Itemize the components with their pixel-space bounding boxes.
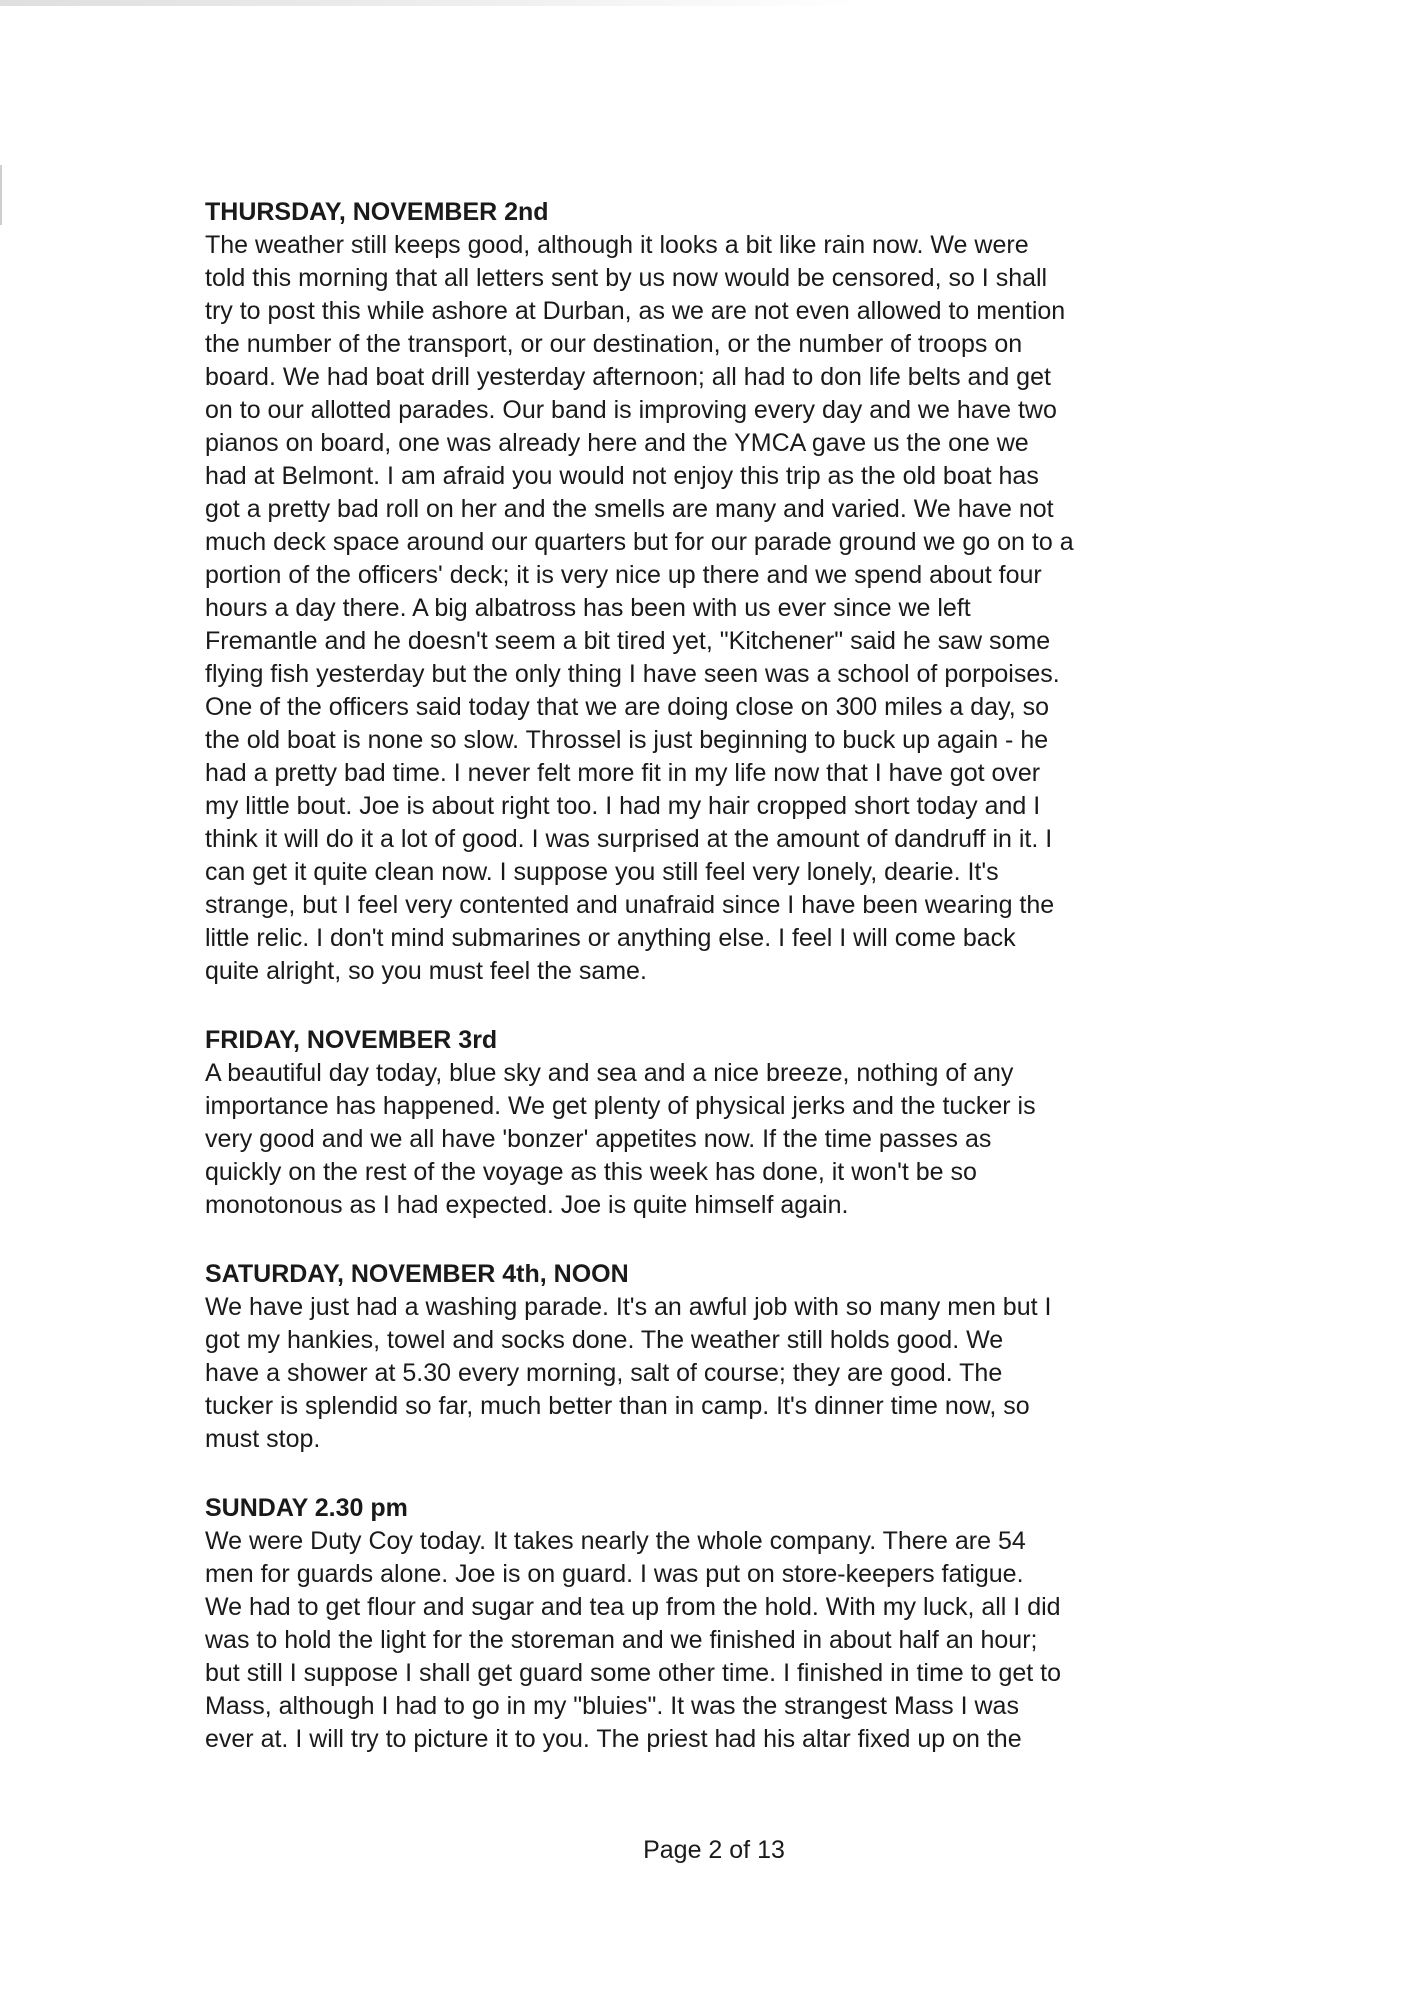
- text-line: quickly on the rest of the voyage as this week has done, it won't be so: [205, 1158, 977, 1186]
- entry-text: [205, 1291, 1245, 1456]
- text-line: was to hold the light for the storeman and we finished in about half an hour;: [205, 1626, 1038, 1654]
- text-line: hours a day there. A big albatross has been with us ever since we left: [205, 594, 971, 622]
- page-number: Page 2 of 13: [643, 1836, 785, 1864]
- diary-entry-thursday: [205, 196, 1245, 988]
- text-line: importance has happened. We get plenty of physical jerks and the tucker is: [205, 1092, 1036, 1120]
- text-line: my little bout. Joe is about right too. I had my hair cropped short today and I: [205, 792, 1041, 820]
- text-line: got my hankies, towel and socks done. The weather still holds good. We: [205, 1326, 1004, 1354]
- text-line: The weather still keeps good, although it looks a bit like rain now. We were: [205, 231, 1029, 259]
- text-line: We had to get flour and sugar and tea up from the hold. With my luck, all I did: [205, 1593, 1061, 1621]
- text-line: pianos on board, one was already here and the YMCA gave us the one we: [205, 429, 1029, 457]
- text-line: the old boat is none so slow. Throssel is just beginning to buck up again - he: [205, 726, 1049, 754]
- text-line: tucker is splendid so far, much better than in camp. It's dinner time now, so: [205, 1392, 1030, 1420]
- letter-body: [205, 196, 1245, 1792]
- text-line: got a pretty bad roll on her and the smells are many and varied. We have not: [205, 495, 1054, 523]
- text-line: must stop.: [205, 1425, 321, 1453]
- text-line: Fremantle and he doesn't seem a bit tired yet, "Kitchener" said he saw some: [205, 627, 1051, 655]
- text-line: the number of the transport, or our destination, or the number of troops on: [205, 330, 1023, 358]
- entry-heading: SUNDAY 2.30 pm: [205, 1494, 408, 1522]
- text-line: strange, but I feel very contented and unafraid since I have been wearing the: [205, 891, 1055, 919]
- text-line: have a shower at 5.30 every morning, salt of course; they are good. The: [205, 1359, 1003, 1387]
- text-line: very good and we all have 'bonzer' appetites now. If the time passes as: [205, 1125, 992, 1153]
- text-line: Mass, although I had to go in my "bluies". It was the strangest Mass I was: [205, 1692, 1019, 1720]
- entry-heading: SATURDAY, NOVEMBER 4th, NOON: [205, 1260, 629, 1288]
- text-line: told this morning that all letters sent by us now would be censored, so I shall: [205, 264, 1048, 292]
- text-line: try to post this while ashore at Durban, as we are not even allowed to mention: [205, 297, 1066, 325]
- diary-entry-sunday: [205, 1492, 1245, 1756]
- text-line: think it will do it a lot of good. I was surprised at the amount of dandruff in it. I: [205, 825, 1053, 853]
- text-line: portion of the officers' deck; it is very nice up there and we spend about four: [205, 561, 1042, 589]
- text-line: ever at. I will try to picture it to you. The priest had his altar fixed up on the: [205, 1725, 1022, 1753]
- text-line: quite alright, so you must feel the same.: [205, 957, 647, 985]
- text-line: board. We had boat drill yesterday afternoon; all had to don life belts and get: [205, 363, 1051, 391]
- entry-text: [205, 1057, 1245, 1222]
- text-line: on to our allotted parades. Our band is improving every day and we have two: [205, 396, 1057, 424]
- entry-heading: FRIDAY, NOVEMBER 3rd: [205, 1026, 498, 1054]
- text-line: had a pretty bad time. I never felt more fit in my life now that I have got over: [205, 759, 1041, 787]
- diary-entry-saturday: [205, 1258, 1245, 1456]
- text-line: can get it quite clean now. I suppose you still feel very lonely, dearie. It's: [205, 858, 999, 886]
- text-line: men for guards alone. Joe is on guard. I was put on store-keepers fatigue.: [205, 1560, 1024, 1588]
- text-line: but still I suppose I shall get guard some other time. I finished in time to get to: [205, 1659, 1062, 1687]
- entry-text: [205, 229, 1245, 988]
- scan-edge-shadow: [0, 0, 860, 6]
- text-line: One of the officers said today that we are doing close on 300 miles a day, so: [205, 693, 1050, 721]
- scan-margin-mark: [0, 165, 2, 225]
- text-line: flying fish yesterday but the only thing I have seen was a school of porpoises.: [205, 660, 1060, 688]
- diary-entry-friday: [205, 1024, 1245, 1222]
- text-line: A beautiful day today, blue sky and sea and a nice breeze, nothing of any: [205, 1059, 1014, 1087]
- text-line: much deck space around our quarters but for our parade ground we go on to a: [205, 528, 1074, 556]
- entry-heading: THURSDAY, NOVEMBER 2nd: [205, 198, 549, 226]
- text-line: monotonous as I had expected. Joe is quite himself again.: [205, 1191, 849, 1219]
- entry-text: [205, 1525, 1245, 1756]
- text-line: We were Duty Coy today. It takes nearly the whole company. There are 54: [205, 1527, 1026, 1555]
- text-line: little relic. I don't mind submarines or anything else. I feel I will come back: [205, 924, 1016, 952]
- text-line: We have just had a washing parade. It's an awful job with so many men but I: [205, 1293, 1052, 1321]
- text-line: had at Belmont. I am afraid you would not enjoy this trip as the old boat has: [205, 462, 1039, 490]
